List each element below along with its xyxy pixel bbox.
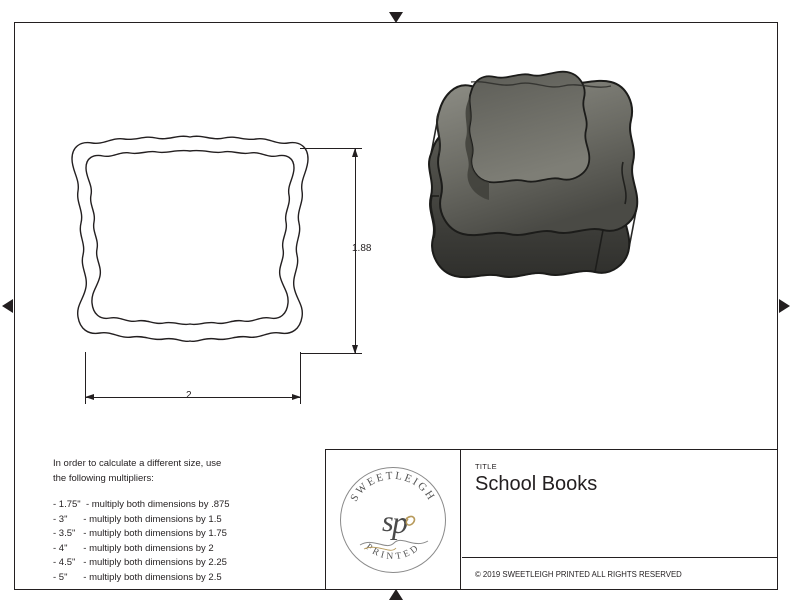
multiplier-row: - 5" - multiply both dimensions by 2.5 — [53, 571, 222, 583]
svg-text:PRINTED: PRINTED — [363, 541, 423, 562]
height-dimension-label: 1.88 — [352, 243, 372, 254]
width-dimension-label: 2 — [186, 390, 192, 401]
multiplier-row: - 3" - multiply both dimensions by 1.5 — [53, 513, 222, 525]
title-cell — [462, 450, 777, 558]
flat-outline-drawing — [50, 125, 330, 375]
dimension-line-horizontal — [85, 397, 301, 398]
multiplier-row: - 4" - multiply both dimensions by 2 — [53, 542, 214, 554]
dimension-arrow-left-icon — [85, 394, 94, 400]
drawing-title: School Books — [475, 473, 598, 495]
svg-text:SWEETLEIGH: SWEETLEIGH — [348, 469, 438, 504]
svg-text:p: p — [392, 503, 408, 540]
multiplier-row: - 1.75" - multiply both dimensions by .875 — [53, 499, 230, 510]
registration-arrow-left-icon — [2, 299, 13, 313]
multiplier-row: - 3.5" - multiply both dimensions by 1.75 — [53, 528, 227, 539]
dimension-arrow-up-icon — [352, 148, 358, 157]
title-field-label: TITLE — [475, 462, 497, 471]
notes-intro-line-2: the following multipliers: — [53, 472, 154, 484]
isometric-render — [415, 50, 665, 320]
logo-cell — [326, 450, 461, 589]
registration-arrow-top-icon — [389, 12, 403, 23]
title-block — [325, 449, 778, 590]
registration-arrow-bottom-icon — [389, 589, 403, 600]
scaling-notes — [53, 457, 323, 585]
multiplier-row: - 4.5" - multiply both dimensions by 2.25 — [53, 557, 227, 568]
dimension-arrow-down-icon — [352, 345, 358, 354]
dimension-arrow-right-icon — [292, 394, 301, 400]
sweetleigh-printed-logo — [334, 461, 452, 579]
copyright-cell — [462, 559, 777, 589]
svg-text:s: s — [382, 504, 394, 538]
copyright-text: © 2019 SWEETLEIGH PRINTED ALL RIGHTS RESERVED — [475, 569, 682, 579]
notes-intro-line-1: In order to calculate a different size, use — [53, 458, 222, 469]
registration-arrow-right-icon — [779, 299, 790, 313]
